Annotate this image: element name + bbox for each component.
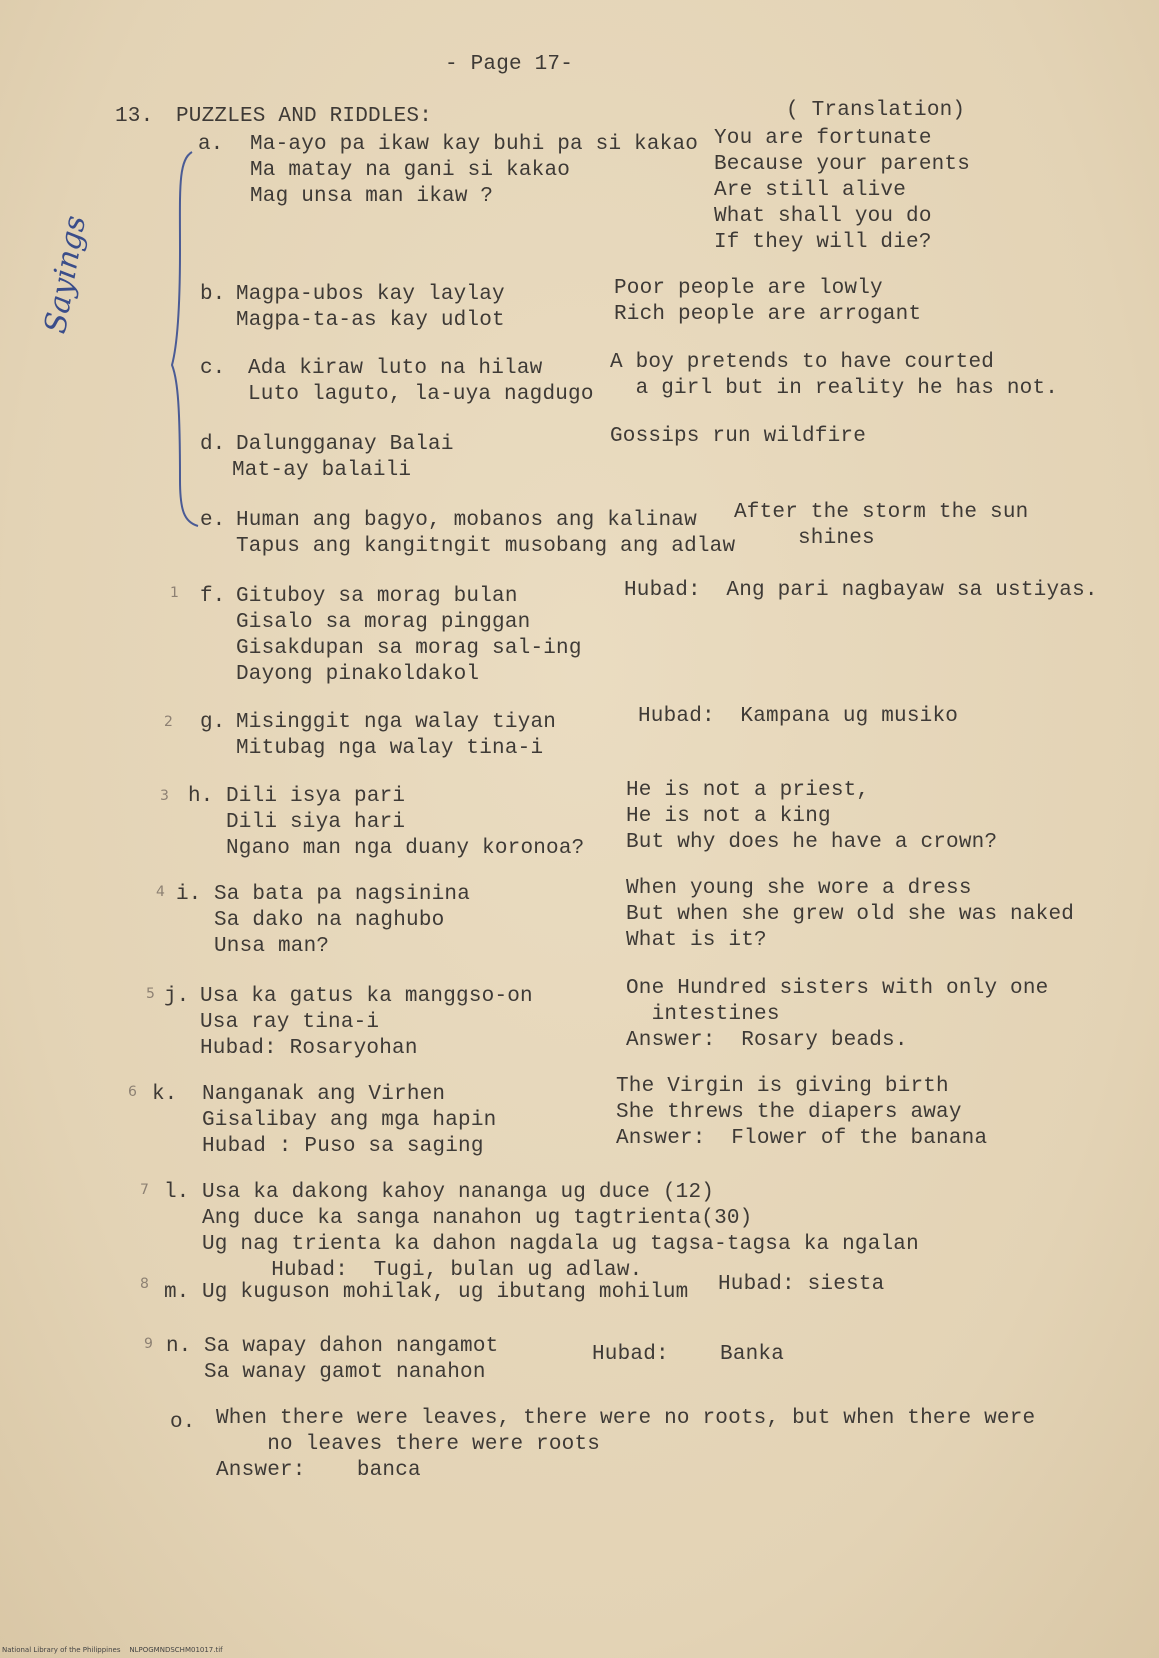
item-b-line-1: Magpa-ubos kay laylay (236, 283, 505, 306)
item-j-label: j. (164, 985, 190, 1008)
item-j-line-3: Hubad: Rosaryohan (200, 1037, 418, 1060)
item-k-translation-3: Answer: Flower of the banana (616, 1127, 988, 1150)
item-h-margin-number: 3 (160, 788, 169, 804)
item-e-line-2: Tapus ang kangitngit musobang ang adlaw (236, 535, 736, 558)
item-c-label: c. (200, 357, 226, 380)
item-j-translation-1: One Hundred sisters with only one (626, 977, 1049, 1000)
item-m-line-1: Ug kuguson mohilak, ug ibutang mohilum (202, 1281, 689, 1304)
item-a-line-2: Ma matay na gani si kakao (250, 159, 571, 182)
item-a-label: a. (198, 133, 224, 156)
item-i-line-2: Sa dako na naghubo (214, 909, 445, 932)
item-c-line-1: Ada kiraw luto na hilaw (248, 357, 543, 380)
item-k-margin-number: 6 (128, 1084, 137, 1100)
handwritten-note: Sayings (38, 212, 94, 337)
item-d-line-1: Dalungganay Balai (236, 433, 454, 456)
item-f-label: f. (200, 585, 226, 608)
item-d-label: d. (200, 433, 226, 456)
scan-footer: National Library of the Philippines NLPOGMNDSCHM01017.tif (2, 1646, 223, 1654)
item-a-translation-3: Are still alive (714, 179, 907, 202)
item-j-margin-number: 5 (146, 986, 155, 1002)
item-d-line-2: Mat-ay balaili (232, 459, 412, 482)
item-g-label: g. (200, 711, 226, 734)
item-a-translation-1: You are fortunate (714, 127, 932, 150)
item-f-line-4: Dayong pinakoldakol (236, 663, 480, 686)
item-h-translation-3: But why does he have a crown? (626, 831, 998, 854)
item-h-line-1: Dili isya pari (226, 785, 406, 808)
item-l-line-1: Usa ka dakong kahoy nananga ug duce (12) (202, 1181, 715, 1204)
item-m-margin-number: 8 (140, 1276, 149, 1292)
section-number: 13. (115, 105, 154, 128)
item-h-translation-2: He is not a king (626, 805, 831, 828)
item-m-label: m. (164, 1281, 190, 1304)
item-o-label: o. (170, 1411, 196, 1434)
item-i-line-1: Sa bata pa nagsinina (214, 883, 471, 906)
item-m-translation-1: Hubad: siesta (718, 1273, 885, 1296)
item-j-translation-3: Answer: Rosary beads. (626, 1029, 908, 1052)
item-f-translation-1: Hubad: Ang pari nagbayaw sa ustiyas. (624, 579, 1098, 602)
translation-heading: ( Translation) (786, 99, 966, 122)
item-g-line-2: Mitubag nga walay tina-i (236, 737, 544, 760)
item-b-line-2: Magpa-ta-as kay udlot (236, 309, 505, 332)
item-j-line-2: Usa ray tina-i (200, 1011, 380, 1034)
item-g-translation-1: Hubad: Kampana ug musiko (638, 705, 959, 728)
item-h-translation-1: He is not a priest, (626, 779, 870, 802)
item-g-margin-number: 2 (164, 714, 173, 730)
item-k-translation-2: She threws the diapers away (616, 1101, 962, 1124)
item-e-translation-2: shines (734, 527, 875, 550)
item-h-line-2: Dili siya hari (226, 811, 406, 834)
item-b-translation-2: Rich people are arrogant (614, 303, 922, 326)
item-o-line-2: no leaves there were roots (216, 1433, 601, 1456)
item-k-translation-1: The Virgin is giving birth (616, 1075, 949, 1098)
item-k-label: k. (152, 1083, 178, 1106)
item-c-translation-2: a girl but in reality he has not. (610, 377, 1059, 400)
item-l-line-4: Hubad: Tugi, bulan ug adlaw. (220, 1259, 643, 1282)
item-g-line-1: Misinggit nga walay tiyan (236, 711, 557, 734)
page-header: - Page 17- (445, 53, 574, 76)
item-j-line-1: Usa ka gatus ka manggso-on (200, 985, 533, 1008)
item-n-translation-1: Hubad: Banka (592, 1343, 785, 1366)
item-i-margin-number: 4 (156, 884, 165, 900)
item-f-line-1: Gituboy sa morag bulan (236, 585, 518, 608)
item-l-margin-number: 7 (140, 1182, 149, 1198)
item-l-label: l. (164, 1181, 190, 1204)
item-a-translation-5: If they will die? (714, 231, 932, 254)
item-f-margin-number: 1 (170, 585, 179, 601)
item-n-margin-number: 9 (144, 1336, 153, 1352)
item-e-line-1: Human ang bagyo, mobanos ang kalinaw (236, 509, 697, 532)
item-b-label: b. (200, 283, 226, 306)
item-k-line-3: Hubad : Puso sa saging (202, 1135, 484, 1158)
item-k-line-2: Gisalibay ang mga hapin (202, 1109, 497, 1132)
item-i-translation-2: But when she grew old she was naked (626, 903, 1075, 926)
item-f-line-2: Gisalo sa morag pinggan (236, 611, 531, 634)
margin-bracket-icon (170, 150, 210, 530)
item-a-line-1: Ma-ayo pa ikaw kay buhi pa si kakao (250, 133, 699, 156)
item-f-line-3: Gisakdupan sa morag sal-ing (236, 637, 582, 660)
item-e-translation-1: After the storm the sun (734, 501, 1029, 524)
item-n-label: n. (166, 1335, 192, 1358)
item-j-translation-2: intestines (626, 1003, 780, 1026)
item-c-line-2: Luto laguto, la-uya nagdugo (248, 383, 594, 406)
section-title: PUZZLES AND RIDDLES: (176, 105, 433, 128)
item-h-label: h. (188, 785, 214, 808)
item-l-line-2: Ang duce ka sanga nanahon ug tagtrienta(30) (202, 1207, 753, 1230)
item-e-label: e. (200, 509, 226, 532)
item-a-translation-4: What shall you do (714, 205, 932, 228)
item-a-translation-2: Because your parents (714, 153, 971, 176)
item-i-translation-3: What is it? (626, 929, 767, 952)
item-k-line-1: Nanganak ang Virhen (202, 1083, 446, 1106)
item-o-line-1: When there were leaves, there were no roots, but when there were (216, 1407, 1036, 1430)
item-i-label: i. (176, 883, 202, 906)
item-c-translation-1: A boy pretends to have courted (610, 351, 995, 374)
item-d-translation-1: Gossips run wildfire (610, 425, 867, 448)
item-l-line-3: Ug nag trienta ka dahon nagdala ug tagsa-tagsa ka ngalan (202, 1233, 919, 1256)
item-a-line-3: Mag unsa man ikaw ? (250, 185, 494, 208)
item-n-line-2: Sa wanay gamot nanahon (204, 1361, 486, 1384)
item-n-line-1: Sa wapay dahon nangamot (204, 1335, 499, 1358)
item-i-line-3: Unsa man? (214, 935, 330, 958)
item-o-line-3: Answer: banca (216, 1459, 421, 1482)
item-i-translation-1: When young she wore a dress (626, 877, 972, 900)
item-h-line-3: Ngano man nga duany koronoa? (226, 837, 585, 860)
item-b-translation-1: Poor people are lowly (614, 277, 883, 300)
